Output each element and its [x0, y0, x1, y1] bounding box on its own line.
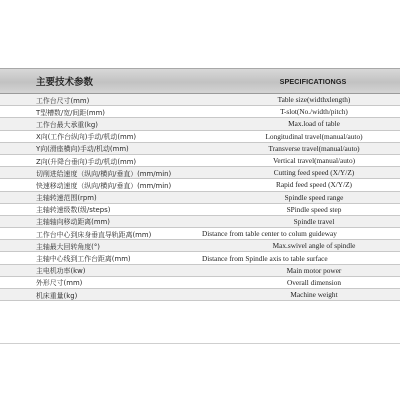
spec-row — [0, 216, 400, 228]
spec-label-chinese: 外形尺寸(mm) — [36, 279, 83, 288]
spec-row — [0, 228, 400, 240]
spec-row — [0, 240, 400, 252]
spec-label-english: Spindle speed range — [284, 192, 344, 202]
spec-label-english: Max.load of table — [288, 119, 340, 129]
spec-label-english: Main motor power — [286, 265, 342, 275]
spec-row — [0, 118, 400, 130]
spec-label-chinese: 主轴转速范围(rpm) — [36, 194, 97, 203]
spec-label-english: Vertical travel(manual/auto) — [272, 156, 356, 166]
spec-label-english: Table size(widthxlength) — [277, 95, 351, 105]
spec-label-english: Spindle travel — [293, 216, 335, 226]
spec-row — [0, 204, 400, 216]
spec-table — [0, 68, 400, 301]
spec-label-english: Rapid feed speed (X/Y/Z) — [276, 180, 352, 190]
header-chinese-title: 主要技术参数 — [36, 77, 94, 88]
spec-label-english: Distance from Spindle axis to table surface — [202, 253, 328, 263]
spec-row — [0, 265, 400, 277]
spec-row — [0, 252, 400, 264]
spec-label-english: T-slot(No./width/pitch) — [280, 107, 348, 117]
spec-label-chinese: 快速移动速度（纵向/横向/垂直）(mm/min) — [36, 181, 172, 190]
bottom-divider — [0, 343, 400, 344]
spec-table-header — [0, 68, 400, 94]
spec-label-chinese: 工作台尺寸(mm) — [36, 96, 90, 105]
spec-label-chinese: 工作台最大承重(kg) — [36, 120, 98, 129]
header-english-title: SPECIFICATIONGS — [279, 76, 347, 86]
spec-row — [0, 192, 400, 204]
spec-label-chinese: T型槽数/宽/间距(mm) — [36, 108, 105, 117]
spec-row — [0, 155, 400, 167]
spec-row — [0, 143, 400, 155]
spec-row — [0, 289, 400, 301]
spec-rows — [0, 94, 400, 301]
spec-row — [0, 131, 400, 143]
spec-label-chinese: 主电机功率(kw) — [36, 267, 86, 276]
spec-label-english: Transverse travel(manual/auto) — [268, 143, 360, 153]
spec-label-chinese: 工作台中心到床身垂直导轨距离(mm) — [36, 230, 152, 239]
spec-label-chinese: Y向(滑座横向)手动/机动(mm) — [36, 145, 129, 154]
spec-label-chinese: 主轴转速级数(级/steps) — [36, 206, 111, 215]
spec-row — [0, 167, 400, 179]
spec-label-english: Cutting feed speed (X/Y/Z) — [273, 168, 355, 178]
spec-label-english: Max.swivel angle of spindle — [272, 241, 356, 251]
spec-label-english: SPindle speed step — [286, 204, 342, 214]
spec-label-chinese: 主轴轴向移动距离(mm) — [36, 218, 110, 227]
spec-label-english: Longitudinal travel(manual/auto) — [265, 131, 363, 141]
spec-label-chinese: 主轴中心线到工作台距离(mm) — [36, 255, 131, 264]
spec-label-english: Distance from table center to colum guideway — [202, 229, 337, 239]
spec-label-chinese: 切削进给速度（纵向/横向/垂直）(mm/min) — [36, 169, 172, 178]
spec-label-chinese: 主轴最大回转角度(°) — [36, 242, 100, 251]
spec-row — [0, 277, 400, 289]
spec-row — [0, 106, 400, 118]
spec-label-chinese: Z向(升降台垂向)手动/机动(mm) — [36, 157, 137, 166]
spec-label-english: Machine weight — [290, 290, 338, 300]
spec-label-english: Overall dimension — [286, 277, 342, 287]
spec-label-chinese: X向(工作台纵向)手动/机动(mm) — [36, 133, 137, 142]
spec-row — [0, 179, 400, 191]
spec-label-chinese: 机床重量(kg) — [36, 291, 78, 300]
spec-row — [0, 94, 400, 106]
